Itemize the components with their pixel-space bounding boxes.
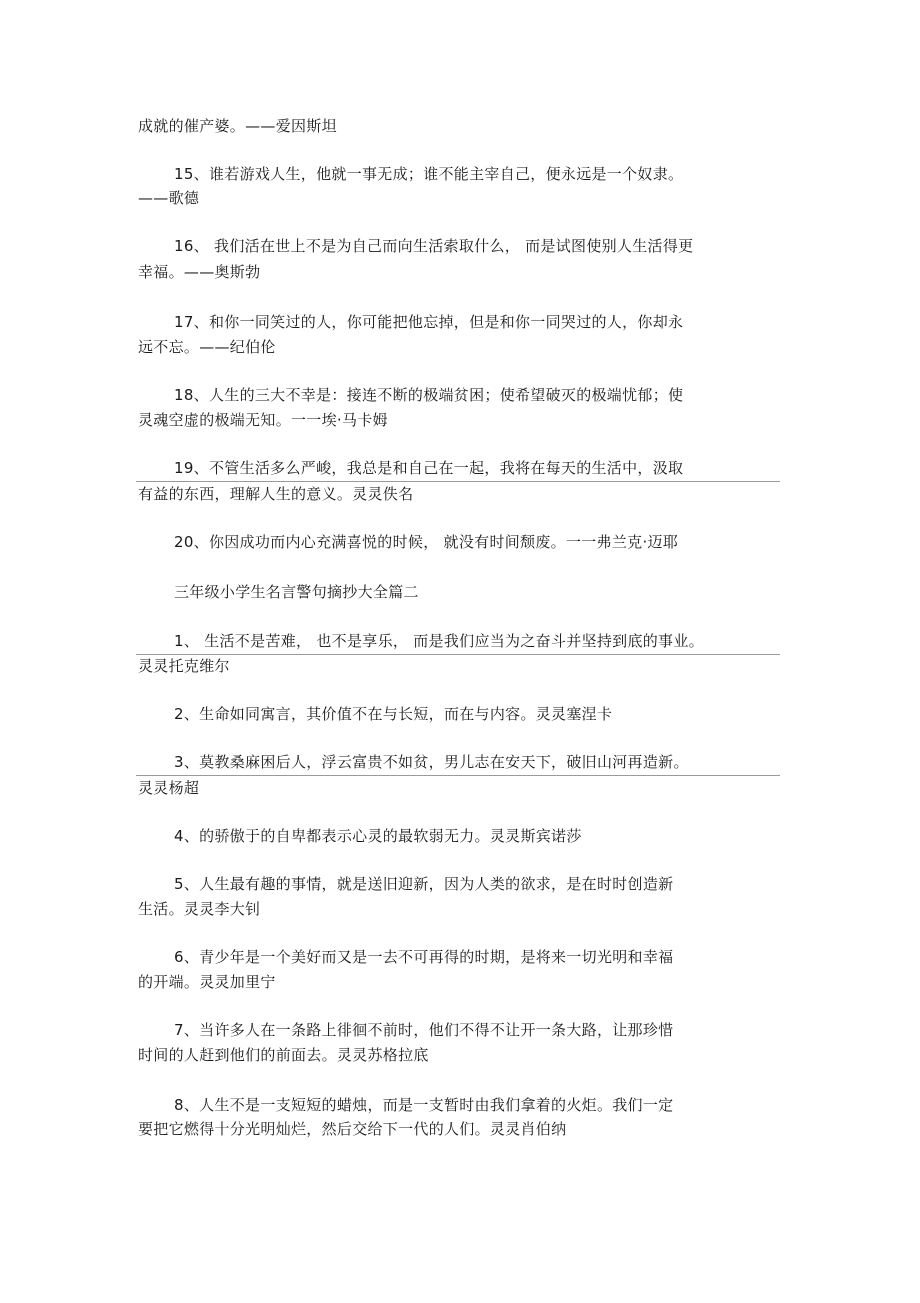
quote-16-line-1: 16、 我们活在世上不是为自己而向生活索取什么， 而是试图使别人生活得更 [174,237,694,255]
quote-4-line: 4、的骄傲于的自卑都表示心灵的最软弱无力。灵灵斯宾诺莎 [174,827,582,845]
quote-15-line-2: ——歌德 [138,189,200,207]
quote-6-line-1: 6、青少年是一个美好而又是一去不可再得的时期，是将来一切光明和幸福 [174,948,674,966]
divider-line [136,481,780,482]
quote-15-line-1: 15、谁若游戏人生，他就一事无成；谁不能主宰自己，便永远是一个奴隶。 [174,165,684,183]
quote-17-line-1: 17、和你一同笑过的人，你可能把他忘掉，但是和你一同哭过的人，你却永 [174,313,684,331]
quote-8-line-1: 8、人生不是一支短短的蜡烛，而是一支暂时由我们拿着的火炬。我们一定 [174,1096,674,1114]
quote-19-line-2: 有益的东西，理解人生的意义。灵灵佚名 [138,485,414,503]
quote-20-line: 20、你因成功而内心充满喜悦的时候， 就没有时间颓废。一一弗兰克·迈耶 [174,533,679,551]
divider-line [136,775,780,776]
quote-16-line-2: 幸福。——奥斯勃 [138,263,261,281]
quote-7-line-2: 时间的人赶到他们的前面去。灵灵苏格拉底 [138,1046,429,1064]
quote-18-line-1: 18、人生的三大不幸是：接连不断的极端贫困；使希望破灭的极端忧郁；使 [174,386,684,404]
quote-8-line-2: 要把它燃得十分光明灿烂，然后交给下一代的人们。灵灵肖伯纳 [138,1120,567,1138]
quote-18-line-2: 灵魂空虚的极端无知。一一埃·马卡姆 [138,411,388,429]
text-line: 成就的催产婆。——爱因斯坦 [138,117,337,135]
quote-1-line-1: 1、 生活不是苦难， 也不是享乐， 而是我们应当为之奋斗并坚持到底的事业。 [174,632,704,650]
quote-5-line-2: 生活。灵灵李大钊 [138,900,261,918]
quote-17-line-2: 远不忘。——纪伯伦 [138,338,276,356]
quote-7-line-1: 7、当许多人在一条路上徘徊不前时，他们不得不让开一条大路，让那珍惜 [174,1021,674,1039]
quote-2-line: 2、生命如同寓言，其价值不在与长短，而在与内容。灵灵塞涅卡 [174,705,613,723]
section-heading: 三年级小学生名言警句摘抄大全篇二 [174,583,419,601]
quote-19-line-1: 19、不管生活多么严峻，我总是和自己在一起，我将在每天的生活中，汲取 [174,459,684,477]
divider-line [136,654,780,655]
quote-5-line-1: 5、人生最有趣的事情，就是送旧迎新，因为人类的欲求，是在时时创造新 [174,875,674,893]
quote-6-line-2: 的开端。灵灵加里宁 [138,973,276,991]
quote-3-line-2: 灵灵杨超 [138,779,200,797]
quote-1-line-2: 灵灵托克维尔 [138,657,230,675]
quote-3-line-1: 3、莫教桑麻困后人，浮云富贵不如贫，男儿志在安天下，破旧山河再造新。 [174,753,689,771]
